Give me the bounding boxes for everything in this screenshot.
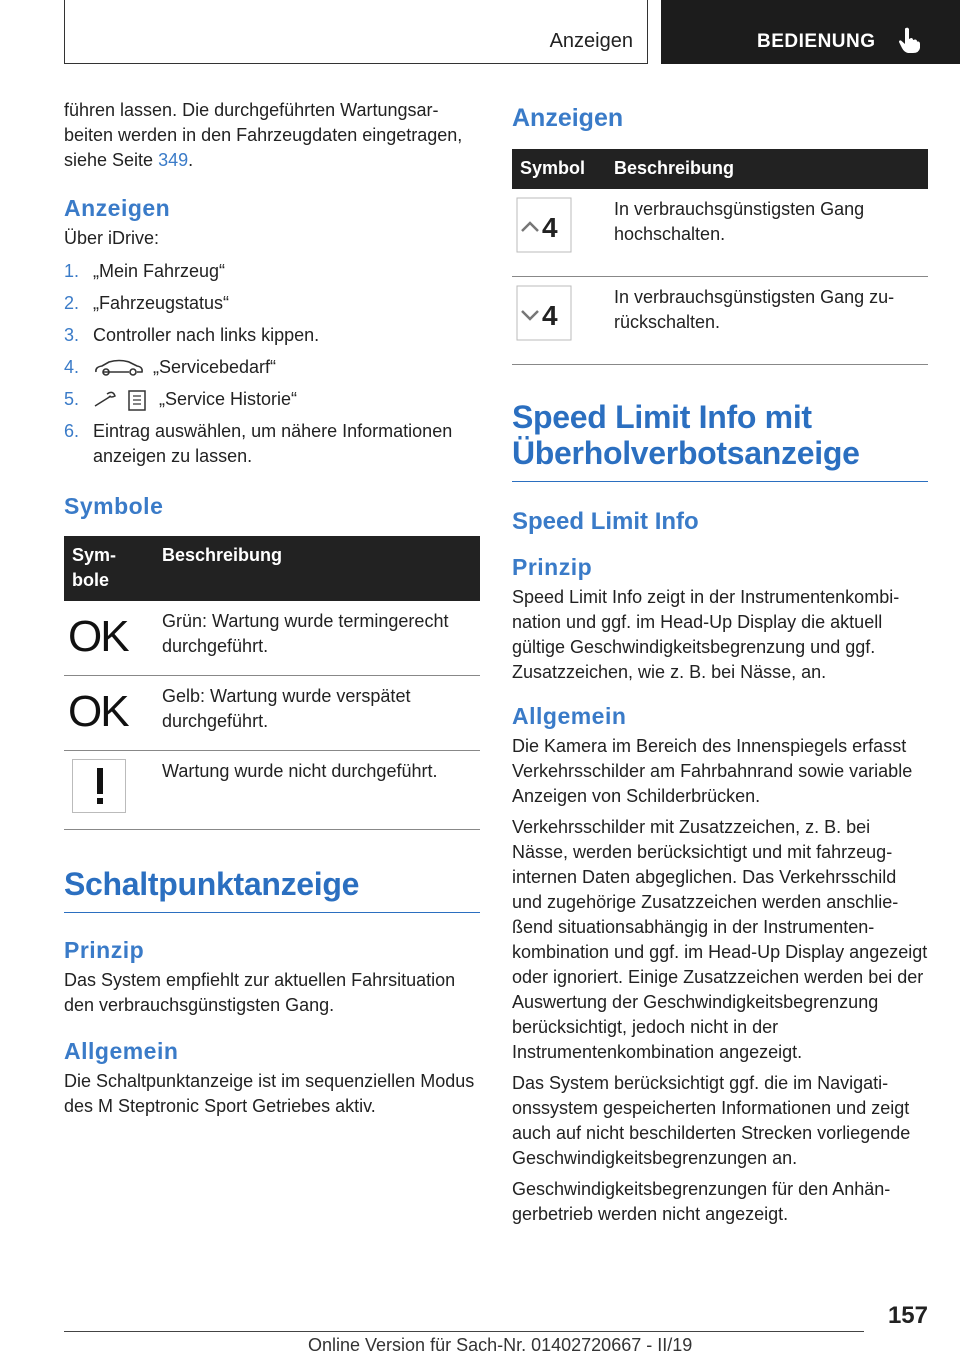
- list-item: 4. „Servicebedarf“: [64, 357, 277, 377]
- table-cell-description: Wartung wurde nicht durchgeführt.: [154, 751, 480, 830]
- speed-limit-info-heading: Speed Limit Info mit Überholverbotsanzeige: [512, 399, 928, 482]
- list-item: 5. „Service Historie“: [64, 387, 480, 412]
- table-row: [64, 751, 480, 830]
- table-row: [64, 601, 480, 676]
- list-item: 3. Controller nach links kippen.: [64, 325, 320, 345]
- table-row: [512, 189, 928, 277]
- left-column: [64, 98, 480, 1125]
- header-section-box: [64, 0, 648, 64]
- table-cell-description: Gelb: Wartung wurde verspätet durchgeführt.: [154, 676, 480, 751]
- exclamation-icon: [72, 759, 126, 813]
- prinzip-heading-right: Prinzip: [512, 554, 593, 580]
- table-header-row: [64, 536, 480, 601]
- table-cell-symbol: [512, 277, 606, 365]
- list-item: 2. „Fahrzeugstatus“: [64, 293, 230, 313]
- table-cell-description: In verbrauchsgünstigsten Gang zurückschalten.: [606, 277, 928, 365]
- prinzip-paragraph-right: Speed Limit Info zeigt in der Instrumentenkombination und ggf. im Head-Up Display die aktuell gültige Geschwindigkeitsbegrenzung und ggf. Zusatzzeichen, wie z. B. bei Nässe, an.: [512, 587, 900, 682]
- gear-symbols-table: [512, 149, 928, 365]
- table-cell-description: Grün: Wartung wurde termingerecht durchgeführt.: [154, 601, 480, 676]
- prinzip-heading: Prinzip: [64, 937, 145, 964]
- ok-green-symbol: OK: [68, 612, 128, 662]
- prinzip-paragraph: Das System empfiehlt zur aktuellen Fahrsituation den verbrauchsgünstigsten Gang.: [64, 970, 456, 1016]
- steps-list: [64, 259, 480, 469]
- allgemein-heading: Allgemein: [64, 1038, 179, 1065]
- allgemein-paragraph-1: Die Kamera im Bereich des Innenspiegels erfasst Verkehrsschilder am Fahrbahnrand sowie variable Anzeigen von Schilderbrücken.: [512, 736, 913, 806]
- service-history-icon: [93, 388, 151, 412]
- intro-paragraph: führen lassen. Die durchgeführten Wartungsarbeiten werden in den Fahrzeugdaten eingetragen, siehe Seite 349.: [64, 100, 463, 170]
- allgemein-paragraph: Die Schaltpunktanzeige ist im sequenziellen Modus des M Steptronic Sport Getriebes aktiv.: [64, 1071, 475, 1117]
- schaltpunktanzeige-heading: Schaltpunktanzeige: [64, 866, 480, 913]
- allgemein-paragraph-4: Geschwindigkeitsbegrenzungen für den Anhängerbetrieb werden nicht angezeigt.: [512, 1179, 891, 1224]
- allgemein-paragraph-2: Verkehrsschilder mit Zusatzzeichen, z. B. bei Nässe, werden berücksichtigt und mit fahrzeuginternen Daten abgeglichen. Das Verkehrsschild und zugehörige Zusatzzeichen werden anschließend situationsabhängig in der Instrumentenkombination und ggf. im Head-Up Display angezeigt oder ignoriert. Einige Zusatzzeichen werden bei der Auswertung der Geschwindigkeitsbegrenzung berücksichtigt, jedoch nicht in der Instrumentenkombination angezeigt.: [512, 817, 928, 1062]
- anzeigen-title: Anzeigen: [512, 104, 624, 132]
- table-cell-symbol: [512, 189, 606, 277]
- page-link[interactable]: 349: [158, 150, 189, 170]
- table-header-description: Beschreibung: [606, 149, 928, 189]
- table-row: [64, 676, 480, 751]
- table-header-description: Beschreibung: [154, 536, 480, 601]
- anzeigen-heading: Anzeigen: [64, 195, 171, 221]
- ok-yellow-symbol: OK: [68, 687, 128, 737]
- table-header-symbol: Symbole: [64, 536, 154, 601]
- gear-up-4-icon: [516, 197, 572, 253]
- gear-down-4-icon: [516, 285, 572, 341]
- pointing-hand-icon: [897, 26, 921, 54]
- table-cell-symbol: [64, 751, 154, 830]
- symbole-heading: Symbole: [64, 493, 164, 520]
- right-column: [512, 98, 928, 1233]
- table-header-row: [512, 149, 928, 189]
- list-item: 6. Eintrag auswählen, um nähere Informationen anzeigen zu lassen.: [64, 421, 453, 467]
- page-number: 157: [887, 1302, 928, 1329]
- car-icon: [93, 358, 145, 378]
- header-chapter-box: [661, 0, 960, 64]
- header-chapter-title: BEDIENUNG: [757, 31, 876, 52]
- table-cell-symbol: [64, 676, 154, 751]
- header-section-title: Anzeigen: [549, 30, 633, 52]
- footer-divider: [64, 1331, 864, 1332]
- list-item: 1. „Mein Fahrzeug“: [64, 261, 226, 281]
- allgemein-heading-right: Allgemein: [512, 703, 627, 729]
- symbols-table: [64, 536, 480, 830]
- svg-text:4: 4: [542, 300, 558, 331]
- speed-limit-info-subheading: Speed Limit Info: [512, 508, 699, 535]
- table-cell-description: In verbrauchsgünstigsten Gang hochschalten.: [606, 189, 928, 277]
- table-row: [512, 277, 928, 365]
- svg-text:4: 4: [542, 212, 558, 243]
- footer-text: Online Version für Sach-Nr. 01402720667 - II/19: [308, 1335, 693, 1355]
- ueber-idrive-text: Über iDrive:: [64, 228, 160, 248]
- table-header-symbol: Symbol: [512, 149, 606, 189]
- allgemein-paragraph-3: Das System berücksichtigt ggf. die im Navigationssystem gespeicherten Informationen und zeigt auch auf nicht beschilderten Strecken vorliegende Geschwindigkeitsbegrenzungen an.: [512, 1073, 911, 1168]
- table-cell-symbol: [64, 601, 154, 676]
